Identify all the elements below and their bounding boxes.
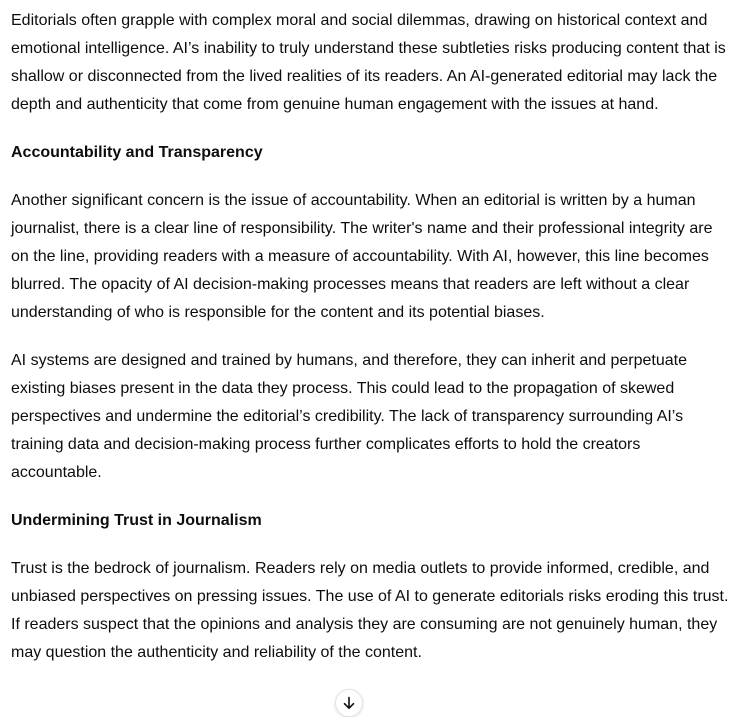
paragraph-trust: Trust is the bedrock of journalism. Readers rely on media outlets to provide informed, credible, and unbiased perspectives on pressing issues. The use of AI to generate editorials risks eroding this trust. If readers suspect that the opinions and analysis they are consuming are not genuinely human, they may question the authenticity and reliability of the content. <box>11 560 729 661</box>
heading-accountability: Accountability and Transparency <box>11 144 263 161</box>
scroll-to-bottom-button[interactable] <box>335 689 363 717</box>
heading-trust: Undermining Trust in Journalism <box>11 512 262 529</box>
paragraph-biases: AI systems are designed and trained by humans, and therefore, they can inherit and perpetuate existing biases present in the data they process. This could lead to the propagation of skewed perspectives and undermine the editorial’s credibility. The lack of transparency surrounding AI’s training data and decision-making process further complicates efforts to hold the creators accountable. <box>11 352 687 481</box>
message-content <box>11 7 733 687</box>
arrow-down-icon <box>341 695 357 711</box>
paragraph-depth: Editorials often grapple with complex moral and social dilemmas, drawing on historical context and emotional intelligence. AI’s inability to truly understand these subtleties risks producing content that is shallow or disconnected from the lived realities of its readers. An AI-generated editorial may lack the depth and authenticity that come from genuine human engagement with the issues at hand. <box>11 12 726 113</box>
paragraph-accountability: Another significant concern is the issue of accountability. When an editorial is written by a human journalist, there is a clear line of responsibility. The writer's name and their professional integrity are on the line, providing readers with a measure of accountability. With AI, however, this line becomes blurred. The opacity of AI decision-making processes means that readers are left without a clear understanding of who is responsible for the content and its potential biases. <box>11 192 713 321</box>
